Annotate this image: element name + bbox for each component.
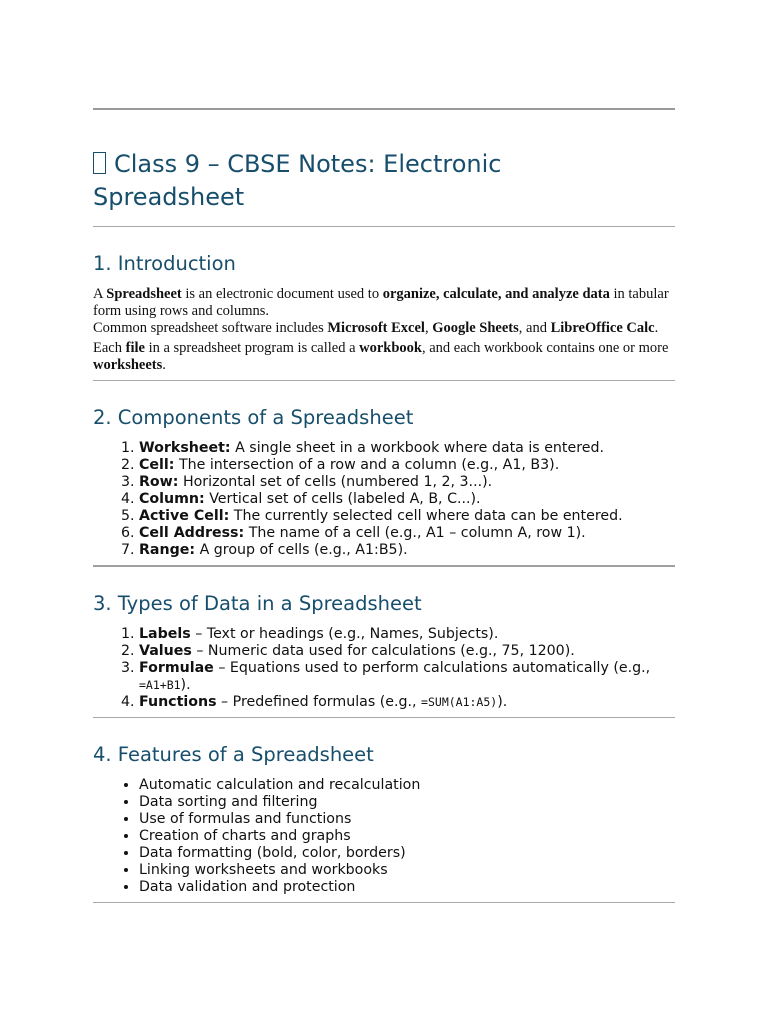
list-item	[139, 660, 675, 694]
item-desc: – Equations used to perform calculations automatically (e.g.,	[213, 660, 651, 676]
text: A	[93, 286, 107, 302]
item-term: Labels	[139, 626, 191, 642]
item-term: Column:	[139, 491, 205, 507]
text: is an electronic document used to	[181, 286, 383, 302]
item-desc: The intersection of a row and a column (e.g., A1, B3).	[174, 457, 560, 473]
item-desc: The currently selected cell where data can be entered.	[229, 508, 623, 524]
features-list	[93, 777, 675, 896]
features-heading: 4. Features of a Spreadsheet	[93, 743, 374, 766]
item-term: Functions	[139, 694, 217, 710]
formula-code: =SUM(A1:A5)	[421, 695, 498, 709]
features-list-wrap	[93, 777, 675, 896]
item-desc: A group of cells (e.g., A1:B5).	[195, 542, 408, 558]
intro-text	[93, 286, 675, 374]
item-desc: – Text or headings (e.g., Names, Subjects).	[190, 626, 499, 642]
bold-text: workbook	[359, 340, 422, 356]
section-divider	[93, 902, 675, 903]
item-term: Worksheet:	[139, 440, 231, 456]
list-item	[139, 508, 675, 525]
intro-paragraph-3	[93, 340, 675, 374]
list-item	[139, 440, 675, 457]
list-item: • Linking worksheets and workbooks	[139, 862, 675, 879]
intro-heading: 1. Introduction	[93, 252, 236, 275]
section-divider	[93, 380, 675, 381]
intro-paragraph-2	[93, 320, 675, 337]
text: .	[654, 320, 659, 336]
list-item: • Automatic calculation and recalculation	[139, 777, 675, 794]
list-item	[139, 643, 675, 660]
section-divider	[93, 717, 675, 718]
text: Common spreadsheet software includes	[93, 320, 328, 336]
list-item: • Data formatting (bold, color, borders)	[139, 845, 675, 862]
types-heading: 3. Types of Data in a Spreadsheet	[93, 592, 422, 615]
section-divider	[93, 565, 675, 567]
list-item: • Creation of charts and graphs	[139, 828, 675, 845]
list-item	[139, 542, 675, 559]
item-tail: ).	[497, 694, 508, 710]
list-item	[139, 457, 675, 474]
types-list-wrap	[93, 626, 675, 711]
text: , and each workbook contains one or more	[422, 340, 669, 356]
bold-text: organize, calculate, and analyze data	[382, 286, 610, 302]
bold-text: file	[125, 340, 145, 356]
bold-text: Spreadsheet	[106, 286, 182, 302]
text: in a spreadsheet program is called a	[144, 340, 360, 356]
item-desc: A single sheet in a workbook where data is entered.	[230, 440, 604, 456]
text: , and	[518, 320, 551, 336]
components-list	[93, 440, 675, 559]
notebook-icon	[93, 152, 106, 174]
bold-text: Microsoft Excel	[327, 320, 425, 336]
item-desc: Horizontal set of cells (numbered 1, 2, 3...).	[178, 474, 493, 490]
item-desc: The name of a cell (e.g., A1 – column A, row 1).	[244, 525, 586, 541]
text: ,	[424, 320, 433, 336]
item-tail: ).	[180, 677, 191, 693]
list-item: • Data sorting and filtering	[139, 794, 675, 811]
list-item	[139, 525, 675, 542]
list-item	[139, 491, 675, 508]
list-item	[139, 626, 675, 643]
item-desc: – Numeric data used for calculations (e.g., 75, 1200).	[191, 643, 575, 659]
formula-code: =A1+B1	[139, 678, 181, 692]
item-term: Cell:	[139, 457, 175, 473]
item-desc: – Predefined formulas (e.g.,	[216, 694, 422, 710]
top-divider	[93, 108, 675, 110]
text: Each	[93, 340, 126, 356]
components-heading: 2. Components of a Spreadsheet	[93, 406, 414, 429]
intro-paragraph-1	[93, 286, 675, 320]
bold-text: LibreOffice Calc	[550, 320, 655, 336]
bold-text: worksheets	[93, 357, 163, 373]
item-term: Active Cell:	[139, 508, 230, 524]
item-term: Range:	[139, 542, 196, 558]
bold-text: Google Sheets	[432, 320, 519, 336]
list-item	[139, 474, 675, 491]
list-item: • Use of formulas and functions	[139, 811, 675, 828]
document-content	[93, 108, 675, 903]
item-term: Formulae	[139, 660, 214, 676]
components-list-wrap	[93, 440, 675, 559]
text: .	[162, 357, 166, 373]
title-line1: Class 9 – CBSE Notes: Electronic	[114, 150, 502, 178]
item-term: Values	[139, 643, 192, 659]
title-line2: Spreadsheet	[93, 183, 245, 211]
list-item: • Data validation and protection	[139, 879, 675, 896]
types-list	[93, 626, 675, 711]
list-item	[139, 694, 675, 711]
item-term: Row:	[139, 474, 179, 490]
text: in tabular form using rows and columns.	[93, 286, 669, 319]
item-term: Cell Address:	[139, 525, 245, 541]
title-divider	[93, 226, 675, 227]
page-title	[93, 148, 675, 214]
item-desc: Vertical set of cells (labeled A, B, C...).	[204, 491, 481, 507]
